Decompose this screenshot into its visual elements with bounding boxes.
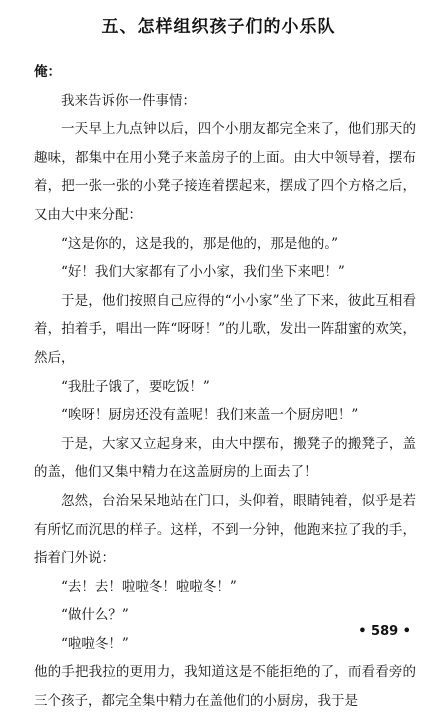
- paragraph-1: 我来告诉你一件事情：: [61, 92, 196, 109]
- paragraph-3: “这是你的，这是我的，那是他的，那是他的。”: [61, 235, 339, 252]
- chapter-title: 五、怎样组织孩子们的小乐队: [101, 17, 336, 37]
- paragraph-7: “唉呀！厨房还没有盖呢！我们来盖一个厨房吧！”: [61, 407, 359, 424]
- paragraph-9: 忽然，台治呆呆地站在门口，头仰着，眼睛钝着，似乎是若有所忆而沉思的样子。这样，不到一分钟，他跑来拉了我的手，指着门外说：: [34, 492, 416, 567]
- paragraph-10: “去！去！啦啦冬！啦啦冬！”: [61, 578, 237, 595]
- body-text: [34, 58, 416, 716]
- page-number: • 589 •: [358, 624, 411, 639]
- salutation: 俺：: [34, 64, 61, 80]
- paragraph-2: 一天早上九点钟以后，四个小朋友都完全来了，他们那天的趣味，都集中在用小凳子来盖房子的上面。由大中领导着，摆布着，把一张一张的小凳子接连着摆起来，摆成了四个方格之后，又由大中来分配：: [34, 121, 416, 223]
- paragraph-11: “做什么？”: [61, 607, 129, 624]
- paragraph-8: 于是，大家又立起身来，由大中摆布，搬凳子的搬凳子，盖的盖，他们又集中精力在这盖厨房的上面去了！: [34, 435, 416, 481]
- paragraph-5: 于是，他们按照自己应得的“小小家”坐了下来，彼此互相看着，拍着手，唱出一阵“呀呀！”的儿歌，发出一阵甜蜜的欢笑，然后，: [34, 292, 416, 366]
- paragraph-12: “啦啦冬！”: [61, 635, 129, 652]
- paragraph-6: “我肚子饿了，要吃饭！”: [61, 378, 210, 395]
- paragraph-continued: 他的手把我拉的更用力，我知道这是不能拒绝的了，而看看旁的三个孩子，都完全集中精力在盖他们的小厨房，我于是: [34, 664, 416, 710]
- paragraph-4: “好！我们大家都有了小小家，我们坐下来吧！”: [61, 264, 345, 281]
